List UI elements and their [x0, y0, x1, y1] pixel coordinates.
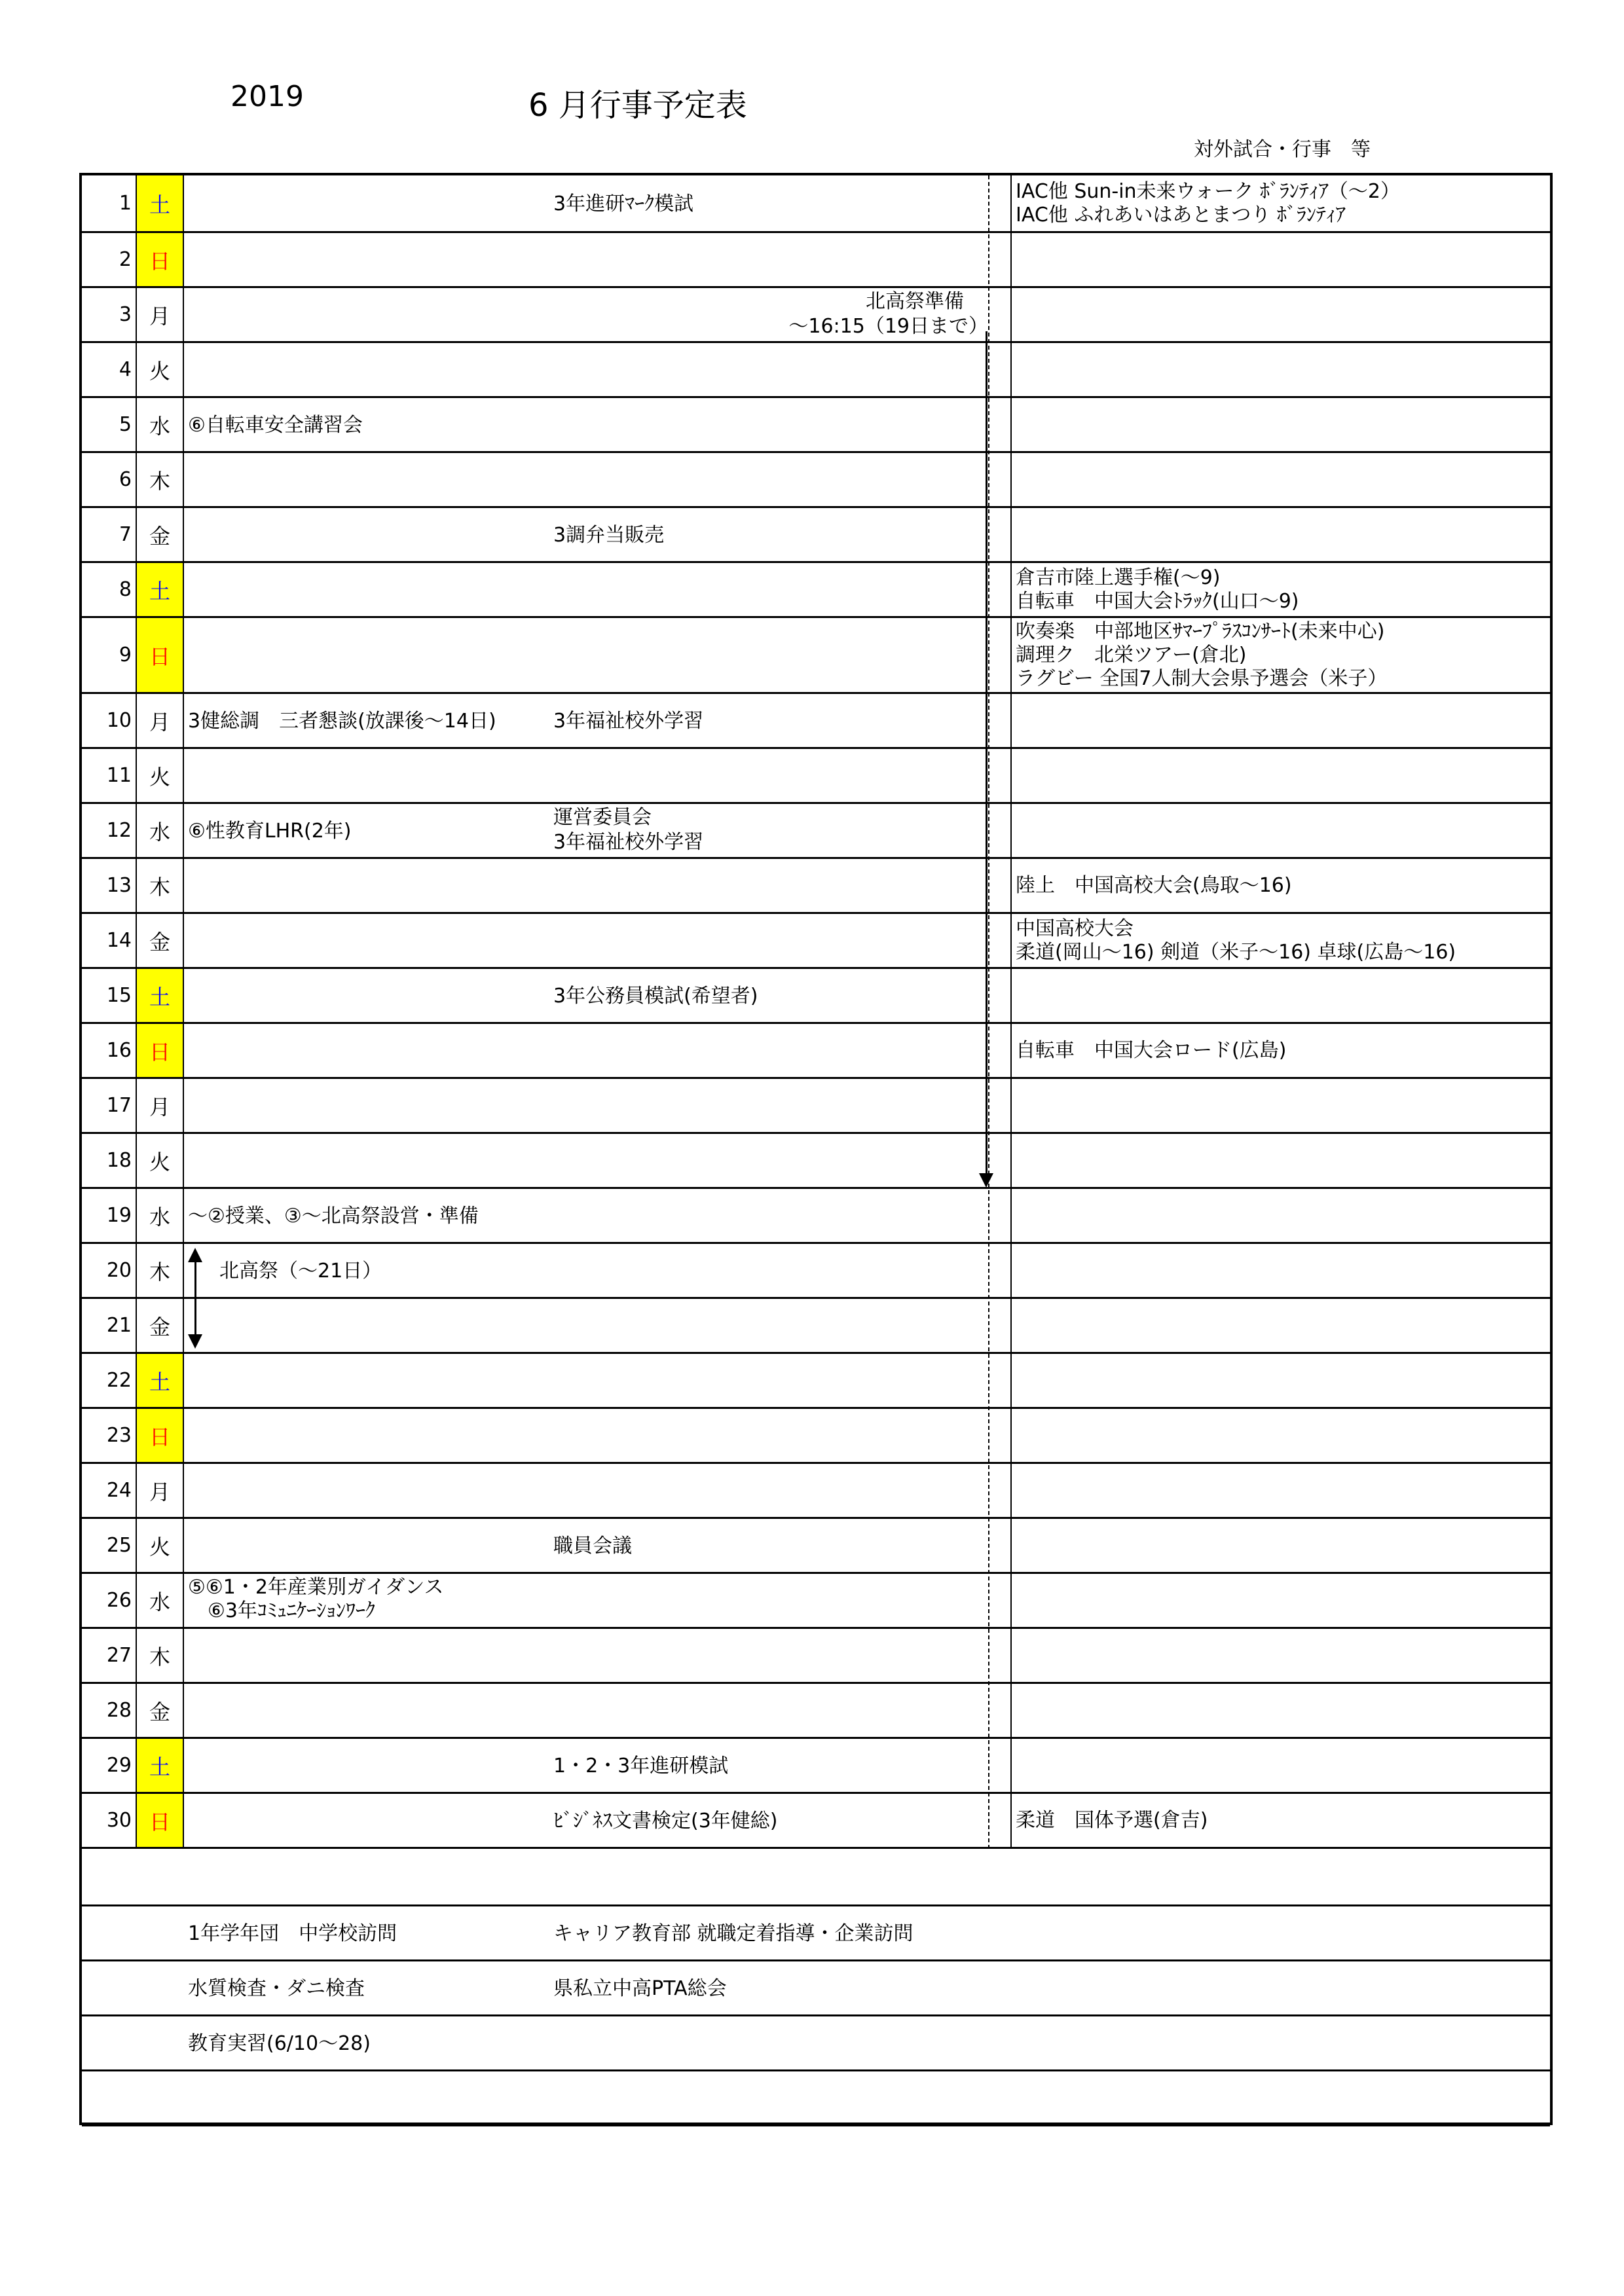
weekday: 日: [137, 1794, 184, 1847]
weekday: 土: [137, 1739, 184, 1792]
weekday: 月: [137, 694, 184, 747]
weekday: 金: [137, 508, 184, 561]
table-row: [82, 969, 1550, 1024]
footer-row: [82, 1849, 1550, 1906]
day-number: 9: [82, 618, 137, 692]
day-number: 20: [82, 1244, 137, 1297]
school-event: ⑤⑥1・2年産業別ガイダンス: [188, 1576, 444, 1599]
day-number: 15: [82, 969, 137, 1022]
table-row: [82, 804, 1550, 859]
column-divider-dashed: [988, 175, 989, 1849]
external-events-cell: [1010, 1684, 1550, 1737]
table-row: [82, 343, 1550, 398]
table-row: [82, 1684, 1550, 1739]
external-events-cell: [1010, 343, 1550, 396]
weekday: 水: [137, 1189, 184, 1242]
footer-note-center: キャリア教育部 就職定着指導・企業訪問: [553, 1922, 913, 1945]
table-row: [82, 1189, 1550, 1244]
school-event: 3調弁当販売: [553, 524, 665, 547]
footer-row: [82, 1961, 1550, 2016]
footer-row: [82, 2071, 1550, 2126]
external-events-cell: [1010, 175, 1550, 231]
external-events-cell: [1010, 1189, 1550, 1242]
weekday: 土: [137, 175, 184, 231]
day-number: 6: [82, 453, 137, 506]
table-row: [82, 563, 1550, 618]
table-row: [82, 1024, 1550, 1079]
external-events-cell: [1010, 694, 1550, 747]
day-number: 28: [82, 1684, 137, 1737]
footer-row: [82, 1906, 1550, 1961]
day-number: 22: [82, 1354, 137, 1407]
external-event: 陸上 中国高校大会(鳥取～16): [1016, 874, 1292, 897]
preparation-period-arrow: [986, 331, 987, 1180]
weekday: 木: [137, 453, 184, 506]
external-event: IAC他 Sun-in未来ウォーク ﾎﾞﾗﾝﾃｨｱ（～2）: [1016, 180, 1400, 203]
external-events-cell: [1010, 1024, 1550, 1077]
day-number: 23: [82, 1409, 137, 1462]
weekday: 水: [137, 804, 184, 857]
external-events-cell: [1010, 453, 1550, 506]
table-row: [82, 1244, 1550, 1299]
weekday: 日: [137, 1409, 184, 1462]
day-number: 11: [82, 749, 137, 802]
table-row: [82, 1574, 1550, 1629]
day-number: 18: [82, 1134, 137, 1187]
page-subtitle: 対外試合・行事 等: [1194, 138, 1371, 161]
schedule-table: [79, 173, 1553, 2125]
weekday: 木: [137, 859, 184, 912]
external-events-cell: [1010, 1629, 1550, 1682]
school-event: ～16:15（19日まで）: [788, 315, 988, 338]
external-events-cell: [1010, 859, 1550, 912]
table-row: [82, 175, 1550, 233]
table-row: [82, 1079, 1550, 1134]
table-row: [82, 1464, 1550, 1519]
day-number: 7: [82, 508, 137, 561]
weekday: 月: [137, 1464, 184, 1517]
weekday: 金: [137, 914, 184, 967]
external-events-cell: [1010, 1079, 1550, 1132]
weekday: 日: [137, 618, 184, 692]
school-event: ⑥自転車安全講習会: [188, 414, 363, 437]
table-row: [82, 1409, 1550, 1464]
table-row: [82, 694, 1550, 749]
festival-period-arrow: [194, 1260, 196, 1336]
external-events-cell: [1010, 1794, 1550, 1847]
school-event: 3健総調 三者懇談(放課後～14日): [188, 710, 496, 733]
day-number: 2: [82, 233, 137, 286]
day-number: 29: [82, 1739, 137, 1792]
day-number: 27: [82, 1629, 137, 1682]
day-number: 25: [82, 1519, 137, 1572]
external-events-cell: [1010, 233, 1550, 286]
weekday: 火: [137, 749, 184, 802]
footer-note-left: 教育実習(6/10～28): [188, 2032, 371, 2055]
table-row: [82, 749, 1550, 804]
table-row: [82, 914, 1550, 969]
table-row: [82, 859, 1550, 914]
day-number: 13: [82, 859, 137, 912]
day-number: 1: [82, 175, 137, 231]
weekday: 火: [137, 1519, 184, 1572]
arrow-head-down-icon: [979, 1173, 993, 1188]
day-number: 12: [82, 804, 137, 857]
day-number: 3: [82, 288, 137, 341]
weekday: 木: [137, 1629, 184, 1682]
footer-note-left: 水質検査・ダニ検査: [188, 1977, 365, 2000]
day-number: 21: [82, 1299, 137, 1352]
page-title: 6 月行事予定表: [528, 87, 747, 124]
external-events-cell: [1010, 1244, 1550, 1297]
table-row: [82, 233, 1550, 288]
table-row: [82, 398, 1550, 453]
external-event: 倉吉市陸上選手権(～9): [1016, 566, 1221, 589]
external-event: ラグビー 全国7人制大会県予選会（米子）: [1016, 667, 1388, 690]
school-event: 北高祭（～21日）: [219, 1260, 382, 1283]
day-number: 24: [82, 1464, 137, 1517]
school-event: ～②授業、③～北高祭設営・準備: [188, 1205, 479, 1228]
year: 2019: [231, 80, 304, 113]
external-events-cell: [1010, 749, 1550, 802]
weekday: 火: [137, 1134, 184, 1187]
day-number: 14: [82, 914, 137, 967]
table-row: [82, 1794, 1550, 1849]
school-event: ﾋﾞｼﾞﾈｽ文書検定(3年健総): [553, 1810, 778, 1832]
footer-note-center: 県私立中高PTA総会: [553, 1977, 727, 2000]
table-row: [82, 453, 1550, 508]
school-event: 3年福祉校外学習: [553, 831, 704, 854]
school-event: 北高祭準備: [866, 290, 964, 313]
external-events-cell: [1010, 1574, 1550, 1627]
day-number: 5: [82, 398, 137, 451]
day-number: 26: [82, 1574, 137, 1627]
day-number: 8: [82, 563, 137, 616]
school-event: ⑥3年ｺﾐｭﾆｹｰｼｮﾝﾜｰｸ: [188, 1599, 375, 1622]
weekday: 土: [137, 563, 184, 616]
weekday: 土: [137, 1354, 184, 1407]
external-events-cell: [1010, 1134, 1550, 1187]
table-row: [82, 1354, 1550, 1409]
weekday: 月: [137, 288, 184, 341]
table-row: [82, 508, 1550, 563]
weekday: 日: [137, 233, 184, 286]
external-event: 柔道(岡山～16) 剣道（米子～16) 卓球(広島～16): [1016, 941, 1456, 964]
day-number: 4: [82, 343, 137, 396]
external-events-cell: [1010, 1354, 1550, 1407]
weekday: 水: [137, 398, 184, 451]
weekday: 木: [137, 1244, 184, 1297]
external-events-cell: [1010, 1739, 1550, 1792]
external-events-cell: [1010, 969, 1550, 1022]
external-events-cell: [1010, 618, 1550, 692]
weekday: 金: [137, 1684, 184, 1737]
external-events-cell: [1010, 563, 1550, 616]
external-events-cell: [1010, 1299, 1550, 1352]
weekday: 金: [137, 1299, 184, 1352]
day-number: 17: [82, 1079, 137, 1132]
day-number: 10: [82, 694, 137, 747]
weekday: 水: [137, 1574, 184, 1627]
weekday: 土: [137, 969, 184, 1022]
school-event: 1・2・3年進研模試: [553, 1755, 729, 1777]
external-events-cell: [1010, 914, 1550, 967]
table-row: [82, 1134, 1550, 1189]
day-number: 30: [82, 1794, 137, 1847]
school-event: 3年公務員模試(希望者): [553, 985, 758, 1008]
school-event: 3年福祉校外学習: [553, 710, 704, 733]
school-event: 職員会議: [553, 1535, 632, 1558]
table-row: [82, 288, 1550, 343]
external-event: 調理ク 北栄ツアー(倉北): [1016, 644, 1247, 666]
school-event: 3年進研ﾏｰｸ模試: [553, 192, 694, 215]
day-number: 19: [82, 1189, 137, 1242]
weekday: 日: [137, 1024, 184, 1077]
school-event: 運営委員会: [553, 806, 652, 829]
external-event: IAC他 ふれあいはあとまつり ﾎﾞﾗﾝﾃｨｱ: [1016, 204, 1346, 227]
external-events-cell: [1010, 804, 1550, 857]
external-events-cell: [1010, 1409, 1550, 1462]
external-events-cell: [1010, 398, 1550, 451]
arrow-head-down-icon: [188, 1334, 202, 1349]
weekday: 月: [137, 1079, 184, 1132]
external-event: 自転車 中国大会ﾄﾗｯｸ(山口～9): [1016, 590, 1299, 613]
table-row: [82, 1629, 1550, 1684]
external-events-cell: [1010, 508, 1550, 561]
day-number: 16: [82, 1024, 137, 1077]
external-events-cell: [1010, 1519, 1550, 1572]
school-event: ⑥性教育LHR(2年): [188, 820, 352, 843]
external-event: 中国高校大会: [1016, 917, 1134, 940]
table-row: [82, 1299, 1550, 1354]
arrow-head-up-icon: [188, 1248, 202, 1262]
external-event: 吹奏楽 中部地区ｻﾏｰﾌﾟﾗｽｺﾝｻｰﾄ(未来中心): [1016, 620, 1385, 643]
weekday: 火: [137, 343, 184, 396]
table-row: [82, 618, 1550, 694]
table-row: [82, 1519, 1550, 1574]
external-events-cell: [1010, 1464, 1550, 1517]
footer-note-left: 1年学年団 中学校訪問: [188, 1922, 397, 1945]
external-event: 柔道 国体予選(倉吉): [1016, 1809, 1208, 1832]
external-event: 自転車 中国大会ロード(広島): [1016, 1039, 1287, 1062]
external-events-cell: [1010, 288, 1550, 341]
footer-row: [82, 2016, 1550, 2071]
table-row: [82, 1739, 1550, 1794]
